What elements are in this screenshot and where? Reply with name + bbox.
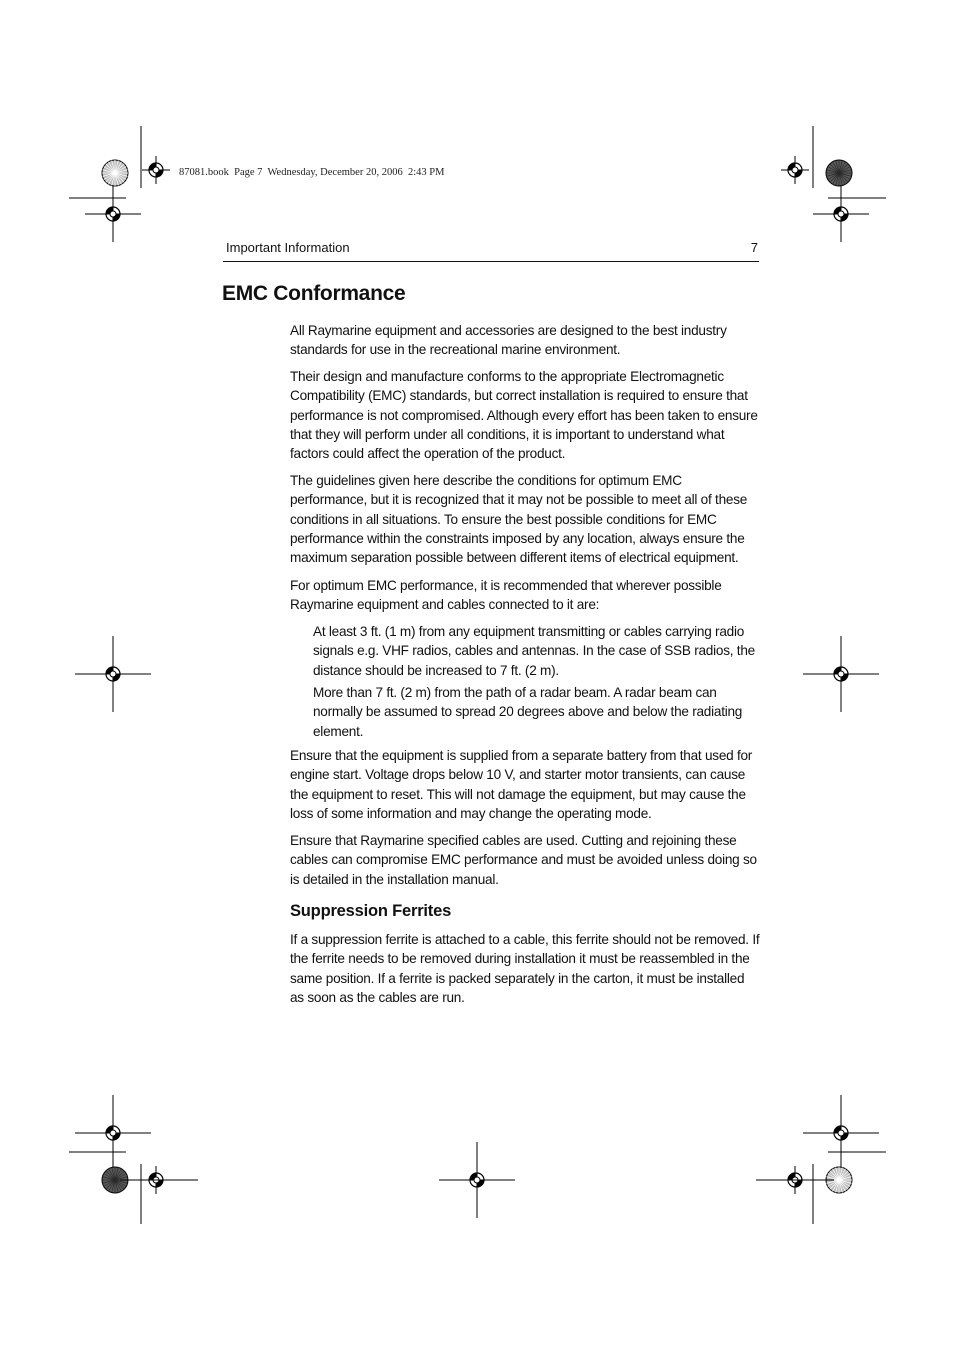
registration-target-icon	[803, 1095, 879, 1171]
print-slug: 87081.book Page 7 Wednesday, December 20, 2006 2:43 PM	[179, 167, 445, 178]
list-item	[313, 683, 759, 741]
registration-target-icon	[439, 1142, 515, 1218]
registration-target-icon	[813, 186, 869, 242]
page-title: EMC Conformance	[222, 282, 406, 305]
list-item	[313, 622, 759, 680]
color-bar-disc-icon	[826, 160, 852, 186]
intro-paragraph-2	[290, 367, 760, 463]
registration-target-icon	[85, 186, 141, 242]
body-paragraph: The guidelines given here describe the conditions for optimum EMC performance, but it is recognized that it may not be possible to meet all of these conditions in all situations. To ensure the best possible conditions for EMC performance within the constraints imposed by any location, always ensure the maximum separation possible between different items of electrical equipment.	[290, 473, 748, 566]
list-item-text: More than 7 ft. (2 m) from the path of a radar beam. A radar beam can normally be assumed to spread 20 degrees above and below the radiating element.	[313, 685, 743, 739]
body-paragraph: All Raymarine equipment and accessories are designed to the best industry standards for use in the recreational marine environment.	[290, 323, 727, 358]
body-paragraph: Ensure that the equipment is supplied from a separate battery from that used for engine start. Voltage drops below 10 V, and starter motor transients, can cause the equipment to reset. This will not damage the equipment, but may cause the loss of some information and may change the operating mode.	[290, 748, 753, 821]
cables-paragraph	[290, 831, 760, 889]
battery-paragraph	[290, 746, 760, 823]
registration-target-icon	[142, 156, 170, 184]
body-paragraph: If a suppression ferrite is attached to a cable, this ferrite should not be removed. If the ferrite needs to be removed during installation it must be reassembled in the same position. If a ferrite is packed separately in the carton, it must be installed as soon as the cables are run.	[290, 932, 760, 1005]
intro-paragraph-4	[290, 576, 760, 615]
section-subheading: Suppression Ferrites	[290, 902, 452, 920]
registration-target-icon	[781, 156, 809, 184]
header-rule	[223, 261, 759, 262]
color-bar-disc-icon	[102, 160, 128, 186]
intro-paragraph-1	[290, 321, 760, 360]
registration-target-icon	[803, 636, 879, 712]
running-header-section: Important Information	[226, 240, 350, 255]
list-item-text: At least 3 ft. (1 m) from any equipment transmitting or cables carrying radio signals e.g. VHF radios, cables and antennas. In the case of SSB radios, the distance should be increased to 7 ft. (2 m).	[313, 624, 755, 678]
body-paragraph: Their design and manufacture conforms to the appropriate Electromagnetic Compatibility (EMC) standards, but correct installation is required to ensure that performance is not compromised. Although every effort has been taken to ensure that they will perform under all conditions, it is important to understand what factors could affect the operation of the product.	[290, 369, 758, 462]
page-number: 7	[750, 240, 758, 255]
intro-paragraph-3	[290, 471, 760, 567]
ferrite-paragraph	[290, 930, 760, 1007]
registration-target-icon	[75, 1095, 151, 1171]
registration-target-icon	[75, 636, 151, 712]
body-paragraph: For optimum EMC performance, it is recommended that wherever possible Raymarine equipment and cables connected to it are:	[290, 578, 722, 613]
body-paragraph: Ensure that Raymarine specified cables are used. Cutting and rejoining these cables can compromise EMC performance and must be avoided unless doing so is detailed in the installation manual.	[290, 833, 757, 887]
